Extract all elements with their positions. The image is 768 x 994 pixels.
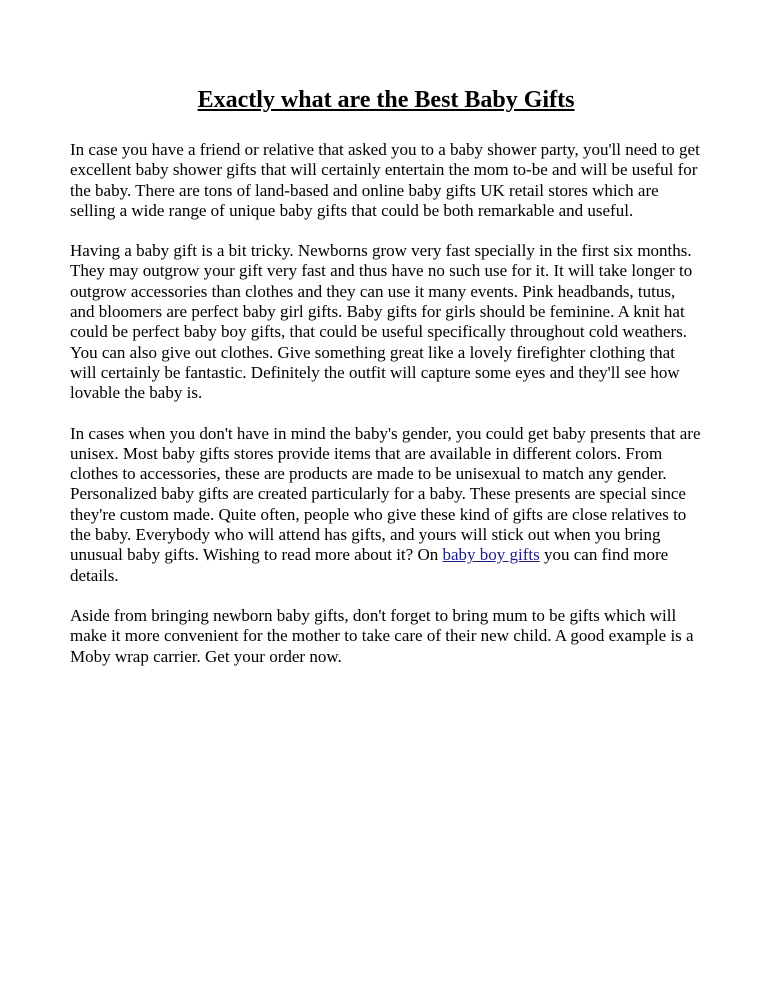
paragraph-1 <box>70 140 702 221</box>
page-title: Exactly what are the Best Baby Gifts <box>197 87 575 113</box>
paragraph-3 <box>70 424 702 586</box>
paragraph-2-text: Having a baby gift is a bit tricky. Newborns grow very fast specially in the first six months. They may outgrow your gift very fast and thus have no such use for it. It will take longer to outgrow accessories than clothes and they can use it many events. Pink headbands, tutus, and bloomers are perfect baby girl gifts. Baby gifts for girls should be feminine. A knit hat could be perfect baby boy gifts, that could be useful specifically throughout cold weathers. You can also give out clothes. Give something great like a lovely firefighter clothing that will certainly be fantastic. Definitely the outfit will capture some eyes and they'll see how lovable the baby is. <box>70 241 693 403</box>
paragraph-3-text-before-link: In cases when you don't have in mind the baby's gender, you could get baby presents that are unisex. Most baby gifts stores provide items that are available in different colors. From clothes to accessories, these are products are made to be unisexual to match any gender. Personalized baby gifts are created particularly for a baby. These presents are special since they're custom made. Quite often, people who give these kind of gifts are close relatives to the baby. Everybody who will attend has gifts, and yours will stick out when you bring unusual baby gifts. Wishing to read more about it? On <box>70 423 701 565</box>
paragraph-2 <box>70 241 702 403</box>
paragraph-4 <box>70 606 702 667</box>
paragraph-4-text: Aside from bringing newborn baby gifts, don't forget to bring mum to be gifts which will make it more convenient for the mother to take care of their new child. A good example is a Moby wrap carrier. Get your order now. <box>70 605 694 666</box>
paragraph-1-text: In case you have a friend or relative that asked you to a baby shower party, you'll need to get excellent baby shower gifts that will certainly entertain the mom to-be and will be useful for the baby. There are tons of land-based and online baby gifts UK retail stores which are selling a wide range of unique baby gifts that could be both remarkable and useful. <box>70 140 700 220</box>
baby-boy-gifts-link[interactable]: baby boy gifts <box>442 545 540 565</box>
paragraph-3-text-after-link: you can find more details. <box>70 545 669 585</box>
